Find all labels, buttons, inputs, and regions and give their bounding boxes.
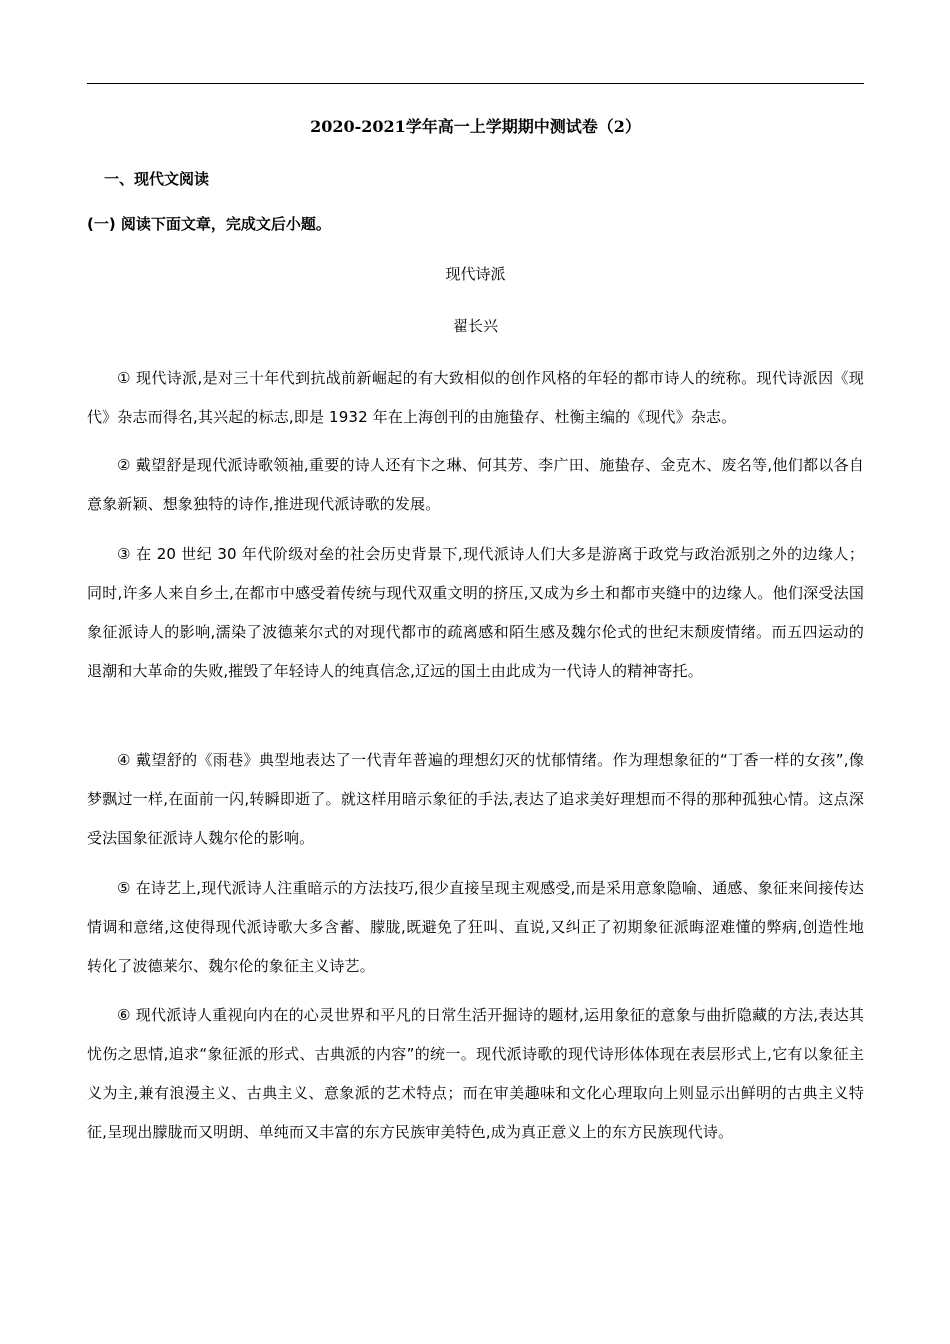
- paragraph-1: ① 现代诗派,是对三十年代到抗战前新崛起的有大致相似的创作风格的年轻的都市诗人的统称。现代诗派因《现代》杂志而得名,其兴起的标志,即是 1932 年在上海创刊的由施蛰存、杜衡主编的《现代》杂志。: [87, 369, 864, 426]
- section-heading: 一、现代文阅读: [104, 170, 210, 188]
- paragraph-3: ③ 在 20 世纪 30 年代阶级对垒的社会历史背景下,现代派诗人们大多是游离于政党与政治派别之外的边缘人；同时,许多人来自乡土,在都市中感受着传统与现代双重文明的挤压,又成为乡土和都市夹缝中的边缘人。他们深受法国象征派诗人的影响,濡染了波德莱尔式的对现代都市的疏离感和陌生感及魏尔伦式的世纪末颓废情绪。而五四运动的退潮和大革命的失败,摧毁了年轻诗人的纯真信念,辽远的国土由此成为一代诗人的精神寄托。: [87, 545, 864, 680]
- paragraph-4: ④ 戴望舒的《雨巷》典型地表达了一代青年普遍的理想幻灭的忧郁情绪。作为理想象征的“丁香一样的女孩”,像梦飘过一样,在面前一闪,转瞬即逝了。就这样用暗示象征的手法,表达了追求美好理想而不得的那种孤独心情。这点深受法国象征派诗人魏尔伦的影响。: [87, 751, 864, 847]
- paragraph-6: ⑥ 现代派诗人重视向内在的心灵世界和平凡的日常生活开掘诗的题材,运用象征的意象与曲折隐藏的方法,表达其忧伤之思情,追求“象征派的形式、古典派的内容”的统一。现代派诗歌的现代诗形体体现在表层形式上,它有以象征主义为主,兼有浪漫主义、古典主义、意象派的艺术特点；而在审美趣味和文化心理取向上则显示出鲜明的古典主义特征,呈现出朦胧而又明朗、单纯而又丰富的东方民族审美特色,成为真正意义上的东方民族现代诗。: [87, 1006, 864, 1141]
- exam-title: 2020-2021学年高一上学期期中测试卷（2）: [310, 117, 641, 136]
- reading-instruction: (一) 阅读下面文章，完成文后小题。: [87, 215, 331, 233]
- article-title: 现代诗派: [445, 265, 506, 283]
- paragraph-5: ⑤ 在诗艺上,现代派诗人注重暗示的方法技巧,很少直接呈现主观感受,而是采用意象隐喻、通感、象征来间接传达情调和意绪,这使得现代派诗歌大多含蓄、朦胧,既避免了狂叫、直说,又纠正了初期象征派晦涩难懂的弊病,创造性地转化了波德莱尔、魏尔伦的象征主义诗艺。: [87, 879, 864, 975]
- article-author: 翟长兴: [452, 317, 498, 335]
- paragraph-2: ② 戴望舒是现代派诗歌领袖,重要的诗人还有卞之琳、何其芳、李广田、施蛰存、金克木、废名等,他们都以各自意象新颖、想象独特的诗作,推进现代派诗歌的发展。: [87, 456, 864, 513]
- header-rule: [87, 83, 864, 84]
